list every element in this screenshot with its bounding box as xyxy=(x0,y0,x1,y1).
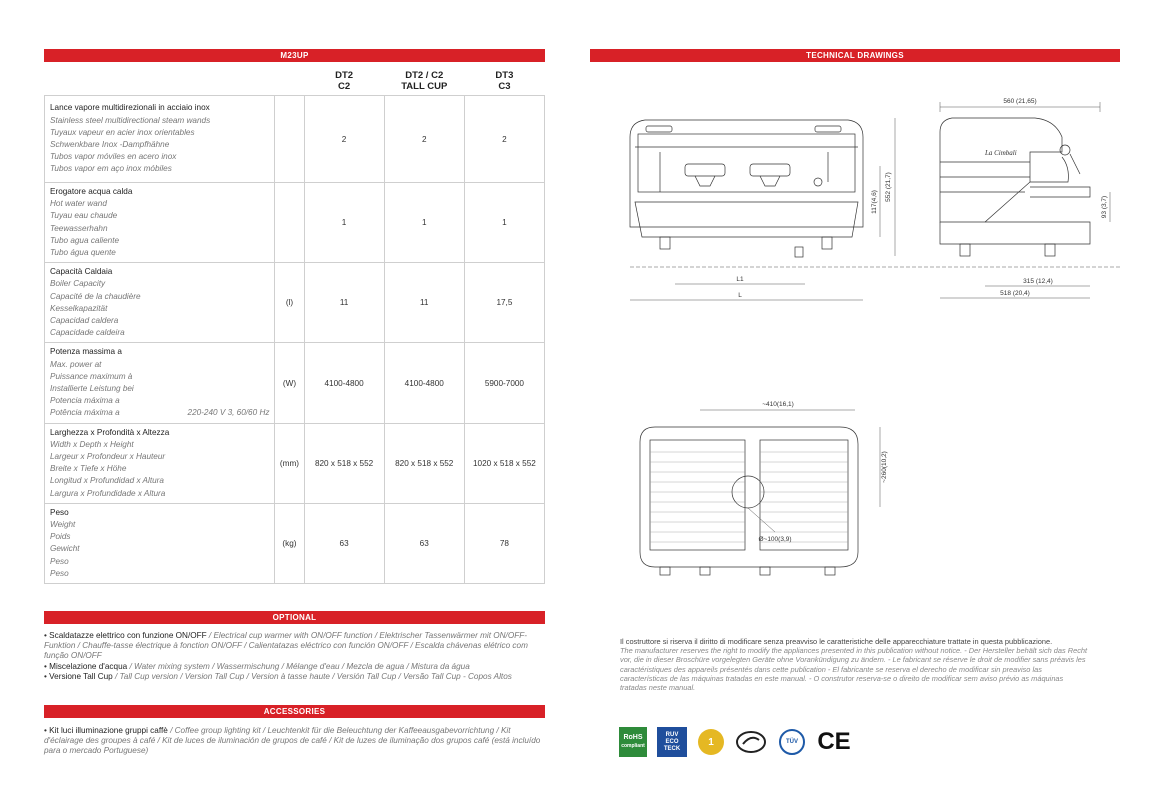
row-label: Erogatore acqua calda Hot water wand Tuyau eau chaude Teewasserhahn Tubo agua caliente Tubo água quente xyxy=(45,183,275,263)
cell-value: 2 xyxy=(304,96,384,183)
row-unit: (l) xyxy=(275,263,304,343)
table-row xyxy=(45,183,545,263)
ruv-eco-teck-badge: RUV ECO TECK xyxy=(657,727,687,757)
dimension-label: ~410(16,1) xyxy=(762,401,794,408)
table-row xyxy=(45,503,545,583)
cell-value: 2 xyxy=(384,96,464,183)
row-unit xyxy=(275,183,304,263)
nsf-badge xyxy=(735,727,767,757)
cell-value: 78 xyxy=(464,503,544,583)
brand-logo: La Cimbali xyxy=(985,149,1017,157)
column-header: DT2 C2 xyxy=(335,70,354,92)
voltage-note: 220-240 V 3, 60/60 Hz xyxy=(187,408,270,418)
dimension-label: 117(4,6) xyxy=(871,190,878,214)
table-row xyxy=(45,96,545,183)
model-header: M23UP xyxy=(44,49,545,62)
tuv-badge: TÜV xyxy=(778,727,806,757)
row-label: Capacità Caldaia Boiler Capacity Capacité de la chaudière Kesselkapazität Capacidad caldera Capacidade caldeira xyxy=(45,263,275,343)
cell-value: 4100-4800 xyxy=(304,343,384,423)
dimension-label: ~260(10,2) xyxy=(881,451,888,483)
dimension-label: L1 xyxy=(736,276,744,283)
optional-list xyxy=(44,631,545,682)
accessories-header: ACCESSORIES xyxy=(44,705,545,718)
dimension-label: L xyxy=(738,292,742,299)
cell-value: 63 xyxy=(304,503,384,583)
cell-value: 820 x 518 x 552 xyxy=(304,423,384,503)
spec-table xyxy=(44,70,545,584)
gold-award-badge: 1 xyxy=(698,727,724,757)
dimension-label: Ø~100(3,9) xyxy=(758,536,792,543)
row-unit xyxy=(275,96,304,183)
cell-value: 17,5 xyxy=(464,263,544,343)
dimension-label: 518 (20,4) xyxy=(1000,290,1030,297)
technical-drawings xyxy=(590,62,1120,592)
side-view-drawing xyxy=(940,118,1090,256)
cell-value: 820 x 518 x 552 xyxy=(384,423,464,503)
cell-value: 4100-4800 xyxy=(384,343,464,423)
cell-value: 11 xyxy=(384,263,464,343)
accessories-list xyxy=(44,726,545,757)
list-item: • Kit luci illuminazione gruppi caffè / Coffee group lighting kit / Leuchtenkit für die Beleuchtung der Kaffeeausgabevorrichtung / Kit d'éclairage des groupes à café / Kit de luces de iluminación de grupos de café / Kit de luzes de iluminação dos grupos café (está incluído para o mercado Portuguese) xyxy=(44,726,541,756)
row-label: Larghezza x Profondità x Altezza Width x Depth x Height Largeur x Profondeur x Hauteur Breite x Tiefe x Höhe Longitud x Profundidad x Altura Largura x Profundidade x Altura xyxy=(45,423,275,503)
disclaimer: Il costruttore si riserva il diritto di modificare senza preavviso le caratteristiche delle apparecchiature trattate in questa pubblicazione. The manufacturer reserves the right to modify the appliances presented in this publication without notice. - Der Hersteller behält sich das Recht vor, die in dieser Broschüre vorgelegten Geräte ohne Vorankündigung zu ändern. - Le fabricant se réserve le droit de modifier sans préavis les caractéristiques des appareils présentés dans cette publication - El fabricante se reserva el derecho de modificar sin preaviso las características de las máquinas tratadas en este manual. - O construtor reserva-se o direito de modificar sem aviso prévio as máquinas tratadas neste manual. xyxy=(620,637,1088,693)
top-view-drawing xyxy=(640,427,858,575)
list-item: • Versione Tall Cup / Tall Cup version / Version Tall Cup / Version à tasse haute / Versión Tall Cup / Versão Tall Cup - Copos Altos xyxy=(44,671,512,681)
row-unit: (kg) xyxy=(275,503,304,583)
cell-value: 5900-7000 xyxy=(464,343,544,423)
cell-value: 63 xyxy=(384,503,464,583)
dimension-label: 93 (3,7) xyxy=(1101,195,1108,219)
cell-value: 2 xyxy=(464,96,544,183)
column-header: DT2 / C2 TALL CUP xyxy=(401,70,448,92)
dimension-label: 560 (21,65) xyxy=(1003,98,1037,105)
column-header: DT3 C3 xyxy=(495,70,514,92)
front-view-drawing xyxy=(630,120,863,257)
dimension-label: 552 (21,7) xyxy=(885,172,892,202)
cell-value: 11 xyxy=(304,263,384,343)
list-item: • Scaldatazze elettrico con funzione ON/OFF / Electrical cup warmer with ON/OFF function / Elektrischer Tassenwärmer mit ON/OFF-Funktion / Chauffe-tasse électrique à fonction ON/OFF / Calientatazas eléctrico con función ON/OFF / Escalda chávenas elétrico com função ON/OFF xyxy=(44,631,528,661)
cell-value: 1 xyxy=(384,183,464,263)
optional-header: OPTIONAL xyxy=(44,611,545,624)
row-label: Peso Weight Poids Gewicht Peso Peso xyxy=(45,503,275,583)
table-row xyxy=(45,423,545,503)
row-unit: (mm) xyxy=(275,423,304,503)
ce-mark: CE xyxy=(817,728,851,755)
table-row xyxy=(45,263,545,343)
list-item: • Miscelazione d'acqua / Water mixing system / Wassermischung / Mélange d'eau / Mezcla de agua / Mistura da água xyxy=(44,661,470,671)
cell-value: 1020 x 518 x 552 xyxy=(464,423,544,503)
table-row xyxy=(45,343,545,423)
cell-value: 1 xyxy=(304,183,384,263)
row-label: Lance vapore multidirezionali in acciaio inox Stainless steel multidirectional steam wands Tuyaux vapeur en acier inox orientables Schwenkbare Inox -Dampfhähne Tubos vapor móviles en acero inox Tubos vapor em aço inox móbiles xyxy=(45,96,275,183)
rohs-badge: RoHS compliant xyxy=(619,727,647,757)
row-label: Potenza massima a Max. power at Puissance maximum à Installierte Leistung bei Potencia máxima a Potência máxima a 220-240 V 3, 60/60 Hz xyxy=(45,343,275,423)
cell-value: 1 xyxy=(464,183,544,263)
row-unit: (W) xyxy=(275,343,304,423)
dimension-label: 315 (12,4) xyxy=(1023,278,1053,285)
drawings-header: TECHNICAL DRAWINGS xyxy=(590,49,1120,62)
